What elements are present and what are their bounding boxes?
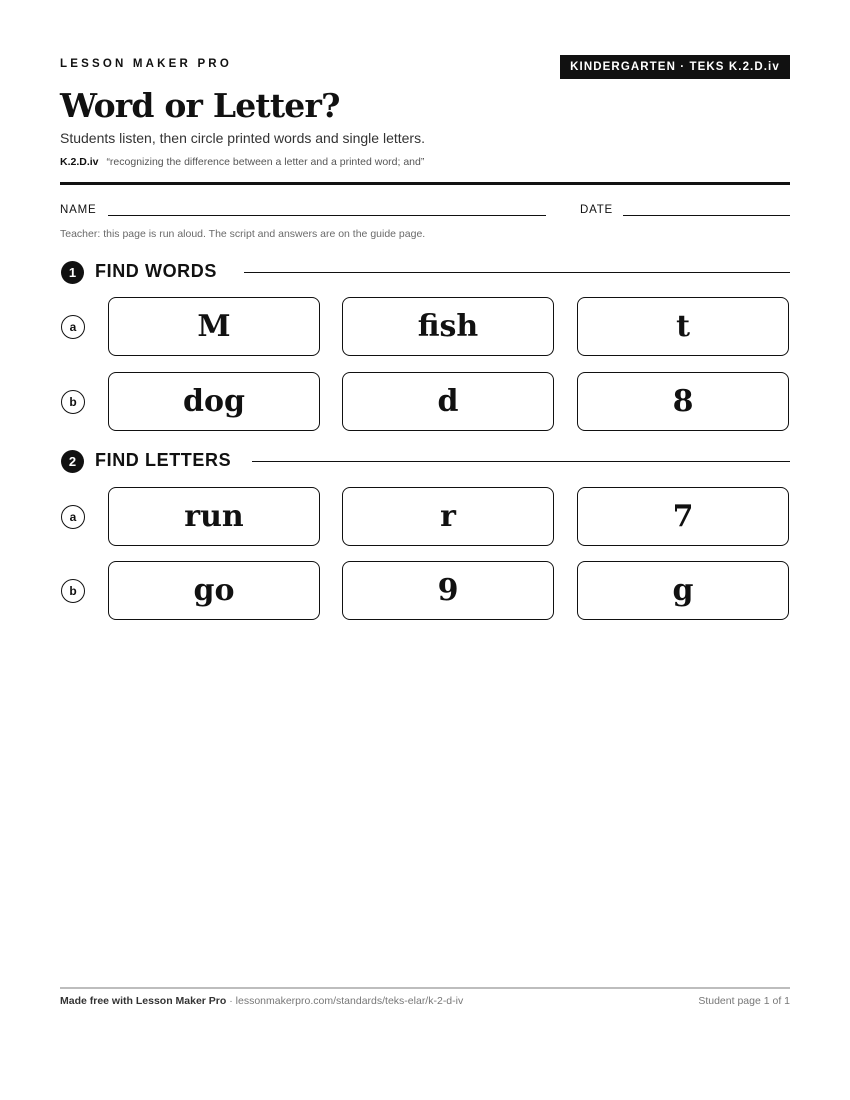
date-label: DATE: [580, 204, 614, 216]
standard-text: “recognizing the difference between a letter and a printed word; and”: [106, 156, 425, 168]
footer-page-info: Student page 1 of 1: [698, 995, 790, 1007]
name-write-line[interactable]: [108, 215, 546, 216]
header-divider: [60, 182, 790, 185]
section-2-rule: [252, 461, 790, 462]
word-card-1b-1[interactable]: dog: [108, 372, 320, 431]
row-label-2a: a: [61, 505, 85, 529]
footer-divider: [60, 987, 790, 989]
brand-name: LESSON MAKER PRO: [60, 58, 232, 70]
word-card-1b-3[interactable]: 8: [577, 372, 789, 431]
word-card-2a-1[interactable]: run: [108, 487, 320, 546]
word-card-2a-2[interactable]: r: [342, 487, 554, 546]
footer-url[interactable]: · lessonmakerpro.com/standards/teks-elar/k-2-d-iv: [229, 995, 464, 1007]
footer-made-with: Made free with Lesson Maker Pro: [60, 995, 227, 1007]
word-card-1a-1[interactable]: M: [108, 297, 320, 356]
page-title: Word or Letter?: [60, 86, 340, 125]
grade-standard-badge: KINDERGARTEN · TEKS K.2.D.iv: [560, 55, 790, 79]
standard-code: K.2.D.iv: [60, 156, 99, 168]
word-card-2a-3[interactable]: 7: [577, 487, 789, 546]
row-label-1a: a: [61, 315, 85, 339]
row-label-1b: b: [61, 390, 85, 414]
standard-reference: [60, 156, 424, 168]
footer-credit: [60, 995, 463, 1007]
section-2-title: FIND LETTERS: [95, 450, 243, 471]
row-label-2b: b: [61, 579, 85, 603]
word-card-1b-2[interactable]: d: [342, 372, 554, 431]
word-card-2b-3[interactable]: g: [577, 561, 789, 620]
teacher-note: Teacher: this page is run aloud. The script and answers are on the guide page.: [60, 228, 426, 240]
section-2-number-badge: 2: [61, 450, 84, 473]
word-card-2b-2[interactable]: 9: [342, 561, 554, 620]
word-card-2b-1[interactable]: go: [108, 561, 320, 620]
section-1-number-badge: 1: [61, 261, 84, 284]
date-write-line[interactable]: [623, 215, 790, 216]
word-card-1a-2[interactable]: fish: [342, 297, 554, 356]
page-subtitle: Students listen, then circle printed words and single letters.: [60, 130, 425, 146]
section-1-rule: [244, 272, 790, 273]
section-1-title: FIND WORDS: [95, 261, 229, 282]
name-label: NAME: [60, 204, 97, 216]
word-card-1a-3[interactable]: t: [577, 297, 789, 356]
